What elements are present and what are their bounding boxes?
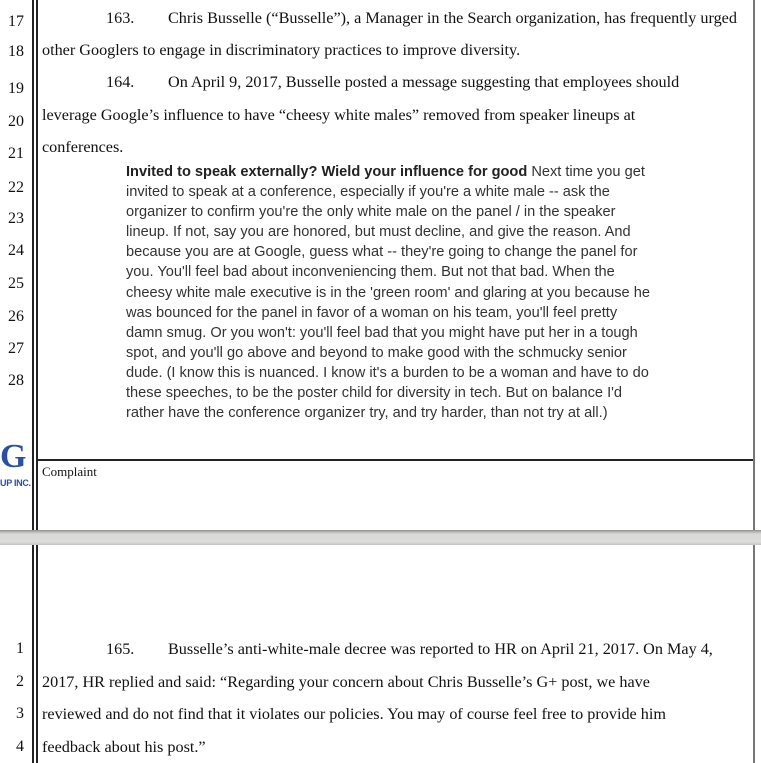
line-number: 23 xyxy=(8,210,24,227)
paragraph-text: Chris Busselle (“Busselle”), a Manager in the Search organization, has frequently urged xyxy=(168,9,737,27)
line-number: 2 xyxy=(16,673,24,690)
footer-divider xyxy=(37,459,753,461)
paragraph-164-line: leverage Google’s influence to have “cheesy white males” removed from speaker lineups at xyxy=(42,106,636,124)
paragraph-165-line xyxy=(42,640,713,658)
line-number: 17 xyxy=(8,13,24,30)
quote-line: spot, and you'll go above and beyond to make good with the schmucky senior xyxy=(126,344,627,361)
line-number: 24 xyxy=(8,242,24,259)
quote-line: was bounced for the panel in favor of a woman on his team, you'll feel pretty xyxy=(126,304,618,321)
line-number: 27 xyxy=(8,340,24,357)
paragraph-164-line xyxy=(42,73,679,91)
right-margin-rule xyxy=(753,545,755,763)
page-separator xyxy=(0,530,761,545)
quote-line: because you are at Google, guess what -- they're going to change the panel for xyxy=(126,244,638,261)
logo-text: UP INC. xyxy=(0,478,31,488)
line-number: 18 xyxy=(8,43,24,60)
quote-title: Invited to speak externally? Wield your influence for good xyxy=(126,164,528,180)
line-number: 28 xyxy=(8,372,24,389)
paragraph-163-line xyxy=(42,9,737,27)
line-number: 20 xyxy=(8,113,24,130)
paragraph-163-line: other Googlers to engage in discriminatory practices to improve diversity. xyxy=(42,41,521,59)
quote-line: these speeches, to be the poster child for diversity in tech. But on balance I'd xyxy=(126,385,623,402)
quote-line: cheesy white male executive is in the 'green room' and glaring at you because he xyxy=(126,284,650,301)
left-margin-rule-inner xyxy=(36,545,38,763)
paragraph-165-line: 2017, HR replied and said: “Regarding your concern about Chris Busselle’s G+ post, we have xyxy=(42,673,650,691)
paragraph-text: On April 9, 2017, Busselle posted a message suggesting that employees should xyxy=(168,73,680,91)
line-number: 25 xyxy=(8,275,24,292)
right-margin-rule xyxy=(753,0,755,530)
paragraph-164-line: conferences. xyxy=(42,138,124,156)
document-page-bottom xyxy=(0,545,761,763)
quote-line: you. You'll feel bad about inconveniencing them. But not that bad. When the xyxy=(126,264,615,281)
line-number: 26 xyxy=(8,308,24,325)
quote-line: invited to speak at a conference, especially if you're a white male -- ask the xyxy=(126,184,610,201)
line-number: 3 xyxy=(16,705,24,722)
quote-line: dude. (I know this is nuanced. I know it's a burden to be a woman and have to do xyxy=(126,364,649,381)
paragraph-text: Busselle’s anti-white-male decree was reported to HR on April 21, 2017. On May 4, xyxy=(168,640,713,658)
line-number: 4 xyxy=(16,738,24,755)
paragraph-number: 165. xyxy=(106,640,135,658)
quote-text: Next time you get xyxy=(527,164,645,180)
footer-label: Complaint xyxy=(42,464,97,479)
quoted-post-screenshot xyxy=(126,162,666,423)
quote-line: rather have the conference organizer try, and try harder, than not try at all.) xyxy=(126,405,608,422)
law-firm-logo xyxy=(0,440,31,492)
paragraph-number: 163. xyxy=(106,9,135,27)
quote-line: organizer to confirm you're the only white male on the panel / in the speaker xyxy=(126,204,616,221)
line-number: 22 xyxy=(8,179,24,196)
line-number: 19 xyxy=(8,80,24,97)
line-number: 1 xyxy=(16,640,24,657)
logo-letter: G xyxy=(0,438,27,475)
quote-line: damn smug. Or you won't: you'll feel bad that you might have put her in a tough xyxy=(126,324,638,341)
left-margin-rule xyxy=(32,0,34,530)
paragraph-165-line: feedback about his post.” xyxy=(42,738,206,756)
paragraph-number: 164. xyxy=(106,73,135,91)
left-margin-rule xyxy=(32,545,34,763)
quote-line: lineup. If not, say you are honored, but must decline, and give the reason. And xyxy=(126,224,631,241)
left-margin-rule-inner xyxy=(36,0,38,530)
line-number: 21 xyxy=(8,145,24,162)
paragraph-165-line: reviewed and do not find that it violates our policies. You may of course feel free to provide him xyxy=(42,705,666,723)
quote-line xyxy=(126,162,666,182)
